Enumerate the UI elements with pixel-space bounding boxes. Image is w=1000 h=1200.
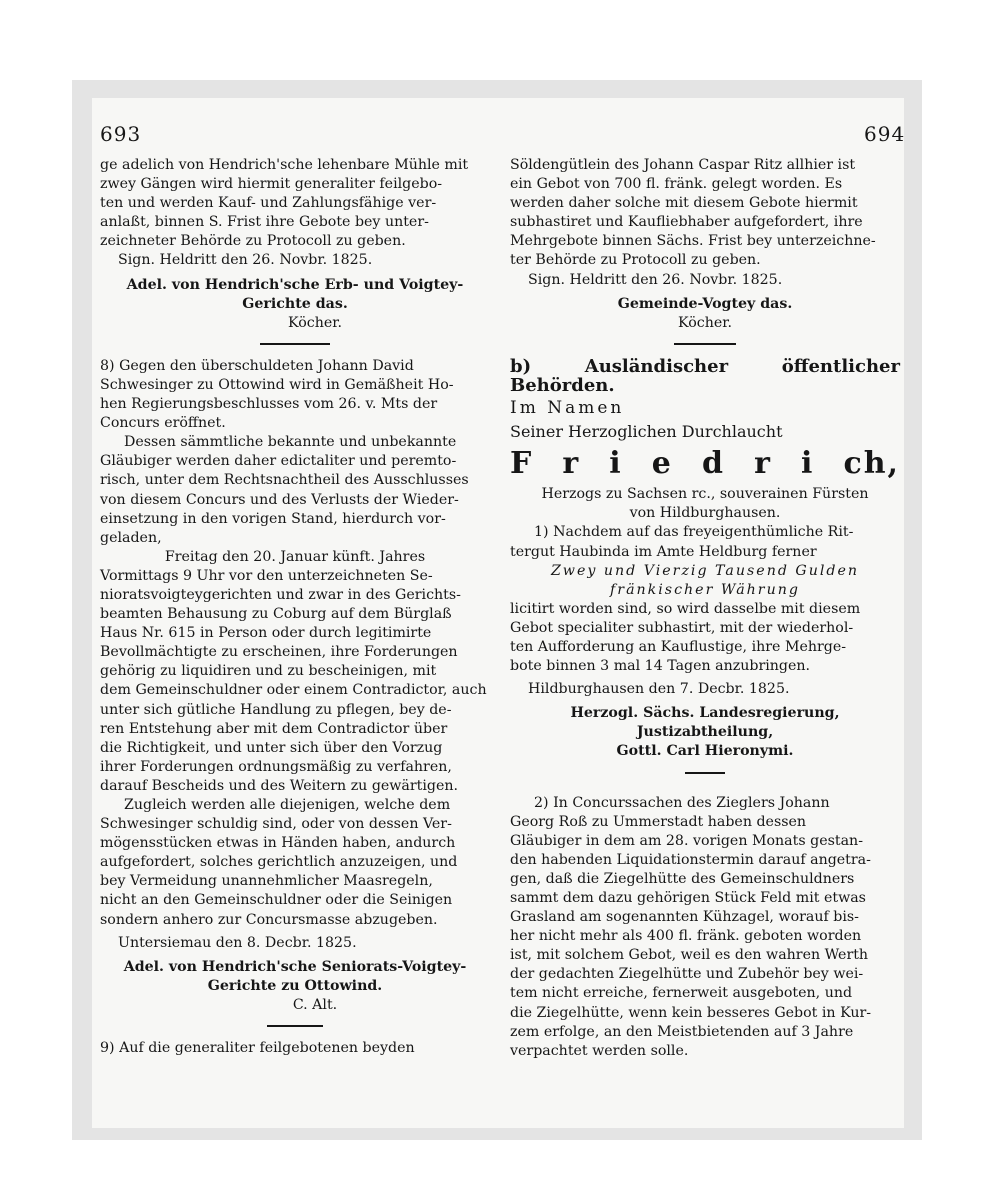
text-line: darauf Bescheids und des Weitern zu gewärtigen. (100, 777, 459, 794)
text-line: die Richtigkeit, und unter sich über den Vorzug (100, 739, 443, 756)
text-line: mögensstücken etwas in Händen haben, andurch (100, 835, 456, 852)
text-line: Zugleich werden alle diejenigen, welche dem (124, 797, 451, 813)
text-line: ten Aufforderung an Kauflustige, ihre Mehrge- (510, 638, 847, 655)
section-divider (685, 772, 725, 774)
text-line: ist, mit solchem Gebot, weil es den wahren Werth (510, 947, 869, 964)
text-line: verpachtet werden solle. (510, 1042, 689, 1059)
text-line: risch, unter dem Rechtsnachtheil des Ausschlusses (100, 472, 469, 489)
text-line: Söldengütlein des Johann Caspar Ritz allhier ist (510, 157, 856, 173)
text-line: Gläubiger werden daher edictaliter und peremto- (100, 453, 457, 470)
text-line: Concurs eröffnet. (100, 415, 226, 432)
authority-line: Adel. von Hendrich'sche Seniorats-Voigtey- (123, 958, 467, 975)
text-line: werden daher solche mit diesem Gebote hiermit (510, 195, 858, 212)
signer-name: C. Alt. (292, 996, 338, 1013)
text-line: der gedachten Ziegelhütte und Zubehör bey wei- (510, 966, 864, 983)
text-line: 9) Auf die generaliter feilgebotenen beyden (100, 1040, 415, 1057)
text-line: ren Entstehung aber mit dem Contradictor über (100, 720, 448, 737)
text-line: Grasland am sogenannten Kühzagel, worauf bis- (510, 909, 859, 926)
section-heading: b) Ausländischer öffentlicher Behörden. (510, 355, 900, 396)
text-line: 2) In Concurssachen des Zieglers Johann (534, 794, 830, 811)
text-line: gehörig zu liquidiren und zu bescheinigen, mit (100, 663, 437, 680)
signer-name: Gottl. Carl Hieronymi. (616, 743, 794, 760)
text-line: tem nicht erreiche, fernerweit ausgeboten, und (510, 985, 853, 1002)
left-column (100, 156, 490, 1058)
right-page-number: 694 (864, 122, 906, 146)
text-line: zeichneter Behörde zu Protocoll zu geben. (100, 233, 406, 250)
place-date: Hildburghausen den 7. Decbr. 1825. (528, 681, 790, 698)
place-date: Untersiemau den 8. Decbr. 1825. (118, 934, 357, 951)
text-line: sammt dem dazu gehörigen Stück Feld mit etwas (510, 890, 866, 906)
signer-name: Köcher. (678, 314, 732, 331)
text-line: einsetzung in den vorigen Stand, hierdurch vor- (100, 510, 446, 527)
text-line: Herzogs zu Sachsen rc., souverainen Fürsten (541, 486, 869, 503)
text-line: ge adelich von Hendrich'sche lehenbare Mühle mit (100, 157, 469, 173)
section-divider (260, 343, 330, 345)
authority-line: Herzogl. Sächs. Landesregierung, (570, 705, 840, 722)
text-line: beamten Behausung zu Coburg auf dem Bürglaß (100, 606, 452, 623)
text-line: nicht an den Gemeinschuldner oder die Seinigen (100, 892, 453, 909)
text-line: dem Gemeinschuldner oder einem Contradictor, auch (100, 682, 487, 699)
text-line: subhastiret und Kaufliebhaber aufgefordert, ihre (510, 214, 863, 231)
text-line: gen, daß die Ziegelhütte des Gemeinschuldners (510, 870, 855, 887)
decree-heading: Seiner Herzoglichen Durchlaucht (510, 422, 783, 442)
left-page-number: 693 (100, 122, 142, 146)
amount-line: Zwey und Vierzig Tausend Gulden (550, 562, 860, 579)
text-line: Dessen sämmtliche bekannte und unbekannte (124, 434, 457, 451)
text-line: von Hildburghausen. (629, 505, 781, 522)
text-line: 1) Nachdem auf das freyeigenthümliche Rit- (534, 524, 854, 541)
authority-line: Gerichte zu Ottowind. (207, 977, 383, 994)
signer-name: Köcher. (288, 314, 342, 331)
text-line: aufgefordert, solches gerichtlich anzuzeigen, und (100, 854, 458, 871)
text-line: tergut Haubinda im Amte Heldburg ferner (510, 543, 817, 560)
text-line: ten und werden Kauf- und Zahlungsfähige ver- (100, 195, 437, 212)
authority-line: Justizabtheilung, (636, 724, 774, 741)
text-line: nioratsvoigteygerichten und zwar in des Gerichts- (100, 586, 461, 603)
text-line: den habenden Liquidationstermin darauf angetra- (510, 851, 871, 868)
text-line: geladen, (100, 529, 162, 546)
text-line: Bevollmächtigte zu erscheinen, ihre Forderungen (100, 644, 458, 661)
text-line: die Ziegelhütte, wenn kein besseres Gebot in Kur- (510, 1004, 872, 1021)
text-line: von diesem Concurs und des Verlusts der Wieder- (100, 491, 459, 508)
amount-line: fränkischer Währung (610, 581, 800, 598)
authority-line: Adel. von Hendrich'sche Erb- und Voigtey- (126, 276, 464, 293)
text-line: bote binnen 3 mal 14 Tagen anzubringen. (510, 658, 811, 675)
ruler-name: F r i e d r i ch, (510, 446, 900, 482)
text-line: Gläubiger in dem am 28. vorigen Monats gestan- (510, 832, 863, 849)
text-line: zwey Gängen wird hiermit generaliter feilgebo- (100, 176, 443, 193)
authority-line: Gemeinde-Vogtey das. (617, 295, 793, 312)
text-line: Schwesinger zu Ottowind wird in Gemäßheit Ho- (100, 376, 454, 393)
text-line: anlaßt, binnen S. Frist ihre Gebote bey unter- (100, 214, 429, 231)
text-line: bey Vermeidung unannehmlicher Maasregeln, (100, 873, 433, 890)
text-line: unter sich gütliche Handlung zu pflegen, bey de- (100, 701, 452, 718)
text-line: zem erfolge, an den Meistbietenden auf 3 Jahre (510, 1023, 854, 1040)
text-line: Haus Nr. 615 in Person oder durch legitimirte (100, 625, 432, 642)
decree-heading: Im Namen (510, 398, 625, 419)
text-line: Freitag den 20. Januar künft. Jahres (164, 548, 426, 565)
text-line: Schwesinger schuldig sind, oder von dessen Ver- (100, 816, 452, 833)
text-line: ter Behörde zu Protocoll zu geben. (510, 252, 761, 269)
place-date: Sign. Heldritt den 26. Novbr. 1825. (118, 252, 373, 269)
text-line: Vormittags 9 Uhr vor den unterzeichneten Se- (100, 567, 433, 584)
text-line: hen Regierungsbeschlusses vom 26. v. Mts der (100, 396, 438, 413)
text-line: Georg Roß zu Ummerstadt haben dessen (510, 813, 807, 830)
text-line: ihrer Forderungen ordnungsmäßig zu verfahren, (100, 758, 452, 775)
right-column (510, 156, 900, 1061)
section-divider (267, 1025, 323, 1027)
section-divider (674, 343, 736, 345)
authority-line: Gerichte das. (242, 295, 348, 312)
text-line: sondern anhero zur Concursmasse abzugeben. (100, 911, 438, 928)
text-line: Mehrgebote binnen Sächs. Frist bey unterzeichne- (510, 233, 876, 250)
place-date: Sign. Heldritt den 26. Novbr. 1825. (528, 271, 783, 288)
text-line: her nicht mehr als 400 fl. fränk. geboten worden (510, 928, 862, 945)
text-line: ein Gebot von 700 fl. fränk. gelegt worden. Es (510, 176, 843, 193)
text-line: Gebot specialiter subhastirt, mit der wiederhol- (510, 619, 854, 636)
text-line: licitirt worden sind, so wird dasselbe mit diesem (510, 600, 861, 617)
text-line: 8) Gegen den überschuldeten Johann David (100, 357, 414, 374)
